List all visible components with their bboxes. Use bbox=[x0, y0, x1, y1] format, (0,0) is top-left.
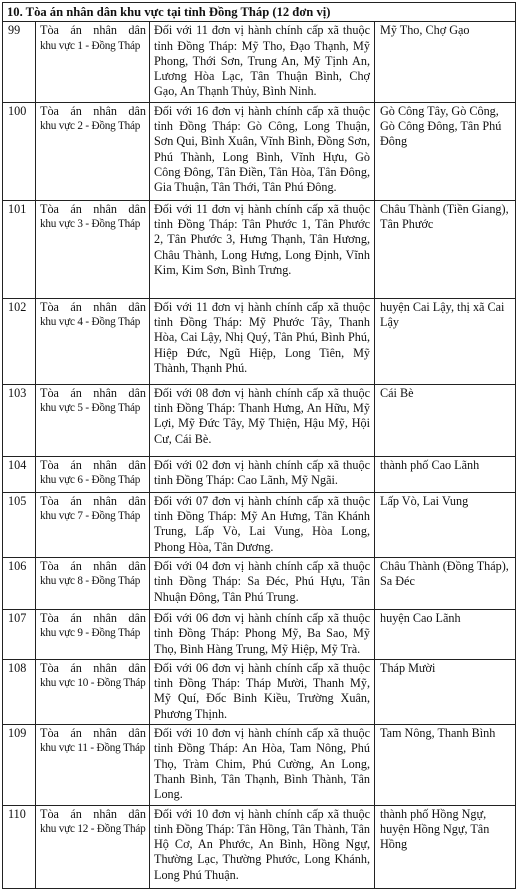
court-name bbox=[36, 22, 150, 102]
court-name-word: án bbox=[70, 23, 82, 38]
court-name-word: dân bbox=[128, 201, 146, 216]
former-district: Tam Nông, Thanh Bình bbox=[375, 725, 516, 805]
court-name-word: án bbox=[70, 806, 82, 821]
row-number: 102 bbox=[3, 298, 36, 384]
court-name-word: Tòa bbox=[40, 493, 59, 508]
court-name bbox=[36, 102, 150, 200]
court-name-word: Tòa bbox=[40, 103, 59, 118]
court-name-word: án bbox=[70, 299, 82, 314]
court-name-word: nhân bbox=[93, 457, 117, 472]
jurisdiction-scope: Đối với 11 đơn vị hành chính cấp xã thuộc tỉnh Đồng Tháp: Mỹ Tho, Đạo Thạnh, Mỹ Phong, Thới Sơn, Trung An, Mỹ Tịnh An, Lương Hòa Lạc, Tân Thuận Bình, Chợ Gạo, An Thạnh Thủy, Bình Ninh. bbox=[150, 22, 375, 102]
jurisdiction-scope: Đối với 11 đơn vị hành chính cấp xã thuộc tỉnh Đồng Tháp: Tân Phước 1, Tân Phước 2, Tân Phước 3, Hưng Thạnh, Tân Hương, Châu Thành, Long Hưng, Long Định, Vĩnh Kim, Kim Sơn, Bình Trưng. bbox=[150, 200, 375, 298]
former-district: huyện Cao Lãnh bbox=[375, 609, 516, 659]
court-name bbox=[36, 200, 150, 298]
court-name-line1 bbox=[40, 559, 146, 574]
court-name-line2: khu vực 7 - Đồng Tháp bbox=[40, 510, 141, 523]
court-name-word: Tòa bbox=[40, 299, 59, 314]
court-name-word: Tòa bbox=[40, 806, 59, 821]
court-name-line2: khu vực 9 - Đồng Tháp bbox=[40, 627, 141, 640]
former-district: Châu Thành (Tiền Giang), Tân Phước bbox=[375, 200, 516, 298]
court-name-word: án bbox=[70, 103, 82, 118]
row-number: 99 bbox=[3, 22, 36, 102]
court-name-word: án bbox=[70, 493, 82, 508]
court-name bbox=[36, 557, 150, 609]
former-district: thành phố Hồng Ngự, huyện Hồng Ngự, Tân Hồng bbox=[375, 805, 516, 888]
court-name-word: Tòa bbox=[40, 23, 59, 38]
table-row bbox=[3, 659, 516, 724]
court-name bbox=[36, 492, 150, 557]
former-district: Lấp Vò, Lai Vung bbox=[375, 492, 516, 557]
court-name-word: nhân bbox=[93, 806, 117, 821]
table-row bbox=[3, 492, 516, 557]
court-name-line2: khu vực 12 - Đồng Tháp bbox=[40, 822, 146, 835]
court-name-line1 bbox=[40, 23, 146, 38]
jurisdiction-scope: Đối với 16 đơn vị hành chính cấp xã thuộc tỉnh Đồng Tháp: Gò Công, Long Thuận, Sơn Qui, Bình Xuân, Vĩnh Bình, Đồng Sơn, Phú Thành, Long Bình, Vĩnh Hựu, Gò Công Đông, Tân Điền, Tân Hòa, Tân Đông, Gia Thuận, Tân Thới, Tân Phú Đông. bbox=[150, 102, 375, 200]
court-name-word: dân bbox=[128, 385, 146, 400]
jurisdiction-scope: Đối với 11 đơn vị hành chính cấp xã thuộc tỉnh Đồng Tháp: Mỹ Phước Tây, Thanh Hòa, Cai Lậy, Nhị Quý, Tân Phú, Bình Phú, Hiệp Đức, Ngũ Hiệp, Long Tiên, Mỹ Thành, Thạnh Phú. bbox=[150, 298, 375, 384]
court-name-line2: khu vực 5 - Đồng Tháp bbox=[40, 402, 141, 415]
table-row bbox=[3, 298, 516, 384]
jurisdiction-scope: Đối với 08 đơn vị hành chính cấp xã thuộc tỉnh Đồng Tháp: Thanh Hưng, An Hữu, Mỹ Lợi, Mỹ Đức Tây, Mỹ Thiện, Hậu Mỹ, Hội Cư, Cái Bè. bbox=[150, 384, 375, 456]
jurisdiction-scope: Đối với 06 đơn vị hành chính cấp xã thuộc tỉnh Đồng Tháp: Tháp Mười, Thanh Mỹ, Mỹ Quí, Đốc Binh Kiều, Trường Xuân, Phương Thịnh. bbox=[150, 659, 375, 724]
court-name-word: nhân bbox=[93, 558, 117, 573]
court-name-word: án bbox=[70, 201, 82, 216]
court-name bbox=[36, 725, 150, 805]
court-name-word: nhân bbox=[93, 385, 117, 400]
former-district: Gò Công Tây, Gò Công, Gò Công Đông, Tân Phú Đông bbox=[375, 102, 516, 200]
table-row bbox=[3, 557, 516, 609]
row-number: 109 bbox=[3, 725, 36, 805]
table-row bbox=[3, 22, 516, 102]
former-district: Châu Thành (Đồng Tháp), Sa Đéc bbox=[375, 557, 516, 609]
court-name bbox=[36, 456, 150, 492]
court-name-line1 bbox=[40, 494, 146, 509]
court-table bbox=[2, 2, 516, 889]
court-name-word: dân bbox=[128, 806, 146, 821]
table-row bbox=[3, 200, 516, 298]
court-name-word: Tòa bbox=[40, 385, 59, 400]
former-district: Tháp Mười bbox=[375, 659, 516, 724]
court-name-word: Tòa bbox=[40, 610, 59, 625]
court-name-line1 bbox=[40, 202, 146, 217]
jurisdiction-scope: Đối với 06 đơn vị hành chính cấp xã thuộc tỉnh Đồng Tháp: Phong Mỹ, Ba Sao, Mỹ Thọ, Bình Hàng Trung, Mỹ Hiệp, Mỹ Trà. bbox=[150, 609, 375, 659]
court-name-line2: khu vực 8 - Đồng Tháp bbox=[40, 575, 141, 588]
court-name-word: Tòa bbox=[40, 457, 59, 472]
court-name-line1 bbox=[40, 386, 146, 401]
section-title: 10. Tòa án nhân dân khu vực tại tỉnh Đồng Tháp (12 đơn vị) bbox=[3, 3, 516, 22]
court-name-word: nhân bbox=[93, 23, 117, 38]
court-name bbox=[36, 805, 150, 888]
court-name-line1 bbox=[40, 300, 146, 315]
row-number: 107 bbox=[3, 609, 36, 659]
document-page bbox=[2, 2, 515, 889]
court-name-line2: khu vực 2 - Đồng Tháp bbox=[40, 120, 141, 133]
court-name-word: dân bbox=[128, 23, 146, 38]
former-district: Mỹ Tho, Chợ Gạo bbox=[375, 22, 516, 102]
row-number: 105 bbox=[3, 492, 36, 557]
court-name-line1 bbox=[40, 726, 146, 741]
jurisdiction-scope: Đối với 10 đơn vị hành chính cấp xã thuộc tỉnh Đồng Tháp: Tân Hồng, Tân Thành, Tân Hộ Cơ, An Phước, An Bình, Hồng Ngự, Thường Lạc, Thường Phước, Long Khánh, Long Phú Thuận. bbox=[150, 805, 375, 888]
court-name-word: Tòa bbox=[40, 201, 59, 216]
row-number: 101 bbox=[3, 200, 36, 298]
court-name-word: nhân bbox=[93, 726, 117, 741]
court-name-word: án bbox=[70, 610, 82, 625]
court-name-word: nhân bbox=[93, 299, 117, 314]
court-name-word: Tòa bbox=[40, 660, 59, 675]
jurisdiction-scope: Đối với 07 đơn vị hành chính cấp xã thuộc tỉnh Đồng Tháp: Mỹ An Hưng, Tân Khánh Trung, Lấp Vò, Lai Vung, Hòa Long, Phong Hòa, Tân Dương. bbox=[150, 492, 375, 557]
former-district: huyện Cai Lậy, thị xã Cai Lậy bbox=[375, 298, 516, 384]
table-row bbox=[3, 102, 516, 200]
court-name-line2: khu vực 10 - Đồng Tháp bbox=[40, 677, 146, 690]
court-name-word: án bbox=[70, 660, 82, 675]
jurisdiction-scope: Đối với 04 đơn vị hành chính cấp xã thuộc tỉnh Đồng Tháp: Sa Đéc, Phú Hựu, Tân Nhuận Đông, Tân Phú Trung. bbox=[150, 557, 375, 609]
court-name-word: nhân bbox=[93, 610, 117, 625]
court-name-line2: khu vực 6 - Đồng Tháp bbox=[40, 474, 141, 487]
court-name-word: dân bbox=[128, 103, 146, 118]
court-name-line2: khu vực 3 - Đồng Tháp bbox=[40, 218, 141, 231]
court-name-line1 bbox=[40, 104, 146, 119]
row-number: 100 bbox=[3, 102, 36, 200]
court-name-word: dân bbox=[128, 610, 146, 625]
row-number: 106 bbox=[3, 557, 36, 609]
court-name-word: nhân bbox=[93, 103, 117, 118]
row-number: 108 bbox=[3, 659, 36, 724]
jurisdiction-scope: Đối với 02 đơn vị hành chính cấp xã thuộc tỉnh Đồng Tháp: Cao Lãnh, Mỹ Ngãi. bbox=[150, 456, 375, 492]
court-name bbox=[36, 659, 150, 724]
court-name-word: dân bbox=[128, 299, 146, 314]
table-row bbox=[3, 805, 516, 888]
row-number: 110 bbox=[3, 805, 36, 888]
court-name-line2: khu vực 11 - Đồng Tháp bbox=[40, 742, 146, 755]
table-row bbox=[3, 609, 516, 659]
court-name-line2: khu vực 4 - Đồng Tháp bbox=[40, 316, 141, 329]
court-name-word: án bbox=[70, 558, 82, 573]
table-row bbox=[3, 456, 516, 492]
court-name-word: án bbox=[70, 385, 82, 400]
court-name-word: dân bbox=[128, 493, 146, 508]
court-name-word: dân bbox=[128, 558, 146, 573]
court-name-line1 bbox=[40, 807, 146, 822]
court-name-line1 bbox=[40, 661, 146, 676]
row-number: 103 bbox=[3, 384, 36, 456]
court-name-word: nhân bbox=[93, 201, 117, 216]
former-district: thành phố Cao Lãnh bbox=[375, 456, 516, 492]
jurisdiction-scope: Đối với 10 đơn vị hành chính cấp xã thuộc tỉnh Đồng Tháp: An Hòa, Tam Nông, Phú Thọ, Tràm Chim, Phú Cường, An Long, Thanh Bình, Tân Thạnh, Bình Thành, Tân Long. bbox=[150, 725, 375, 805]
court-name-word: dân bbox=[128, 660, 146, 675]
court-name-word: án bbox=[70, 457, 82, 472]
table-row bbox=[3, 725, 516, 805]
court-name-word: dân bbox=[128, 457, 146, 472]
court-name-word: Tòa bbox=[40, 558, 59, 573]
court-name-word: Tòa bbox=[40, 726, 59, 741]
section-header-row bbox=[3, 3, 516, 22]
court-name-word: án bbox=[70, 726, 82, 741]
court-name-word: nhân bbox=[93, 660, 117, 675]
court-name-word: dân bbox=[128, 726, 146, 741]
court-name bbox=[36, 298, 150, 384]
court-name-line1 bbox=[40, 611, 146, 626]
former-district: Cái Bè bbox=[375, 384, 516, 456]
court-name-word: nhân bbox=[93, 493, 117, 508]
court-name-line2: khu vực 1 - Đồng Tháp bbox=[40, 39, 141, 52]
court-name bbox=[36, 609, 150, 659]
court-name-line1 bbox=[40, 458, 146, 473]
court-name bbox=[36, 384, 150, 456]
row-number: 104 bbox=[3, 456, 36, 492]
table-row bbox=[3, 384, 516, 456]
